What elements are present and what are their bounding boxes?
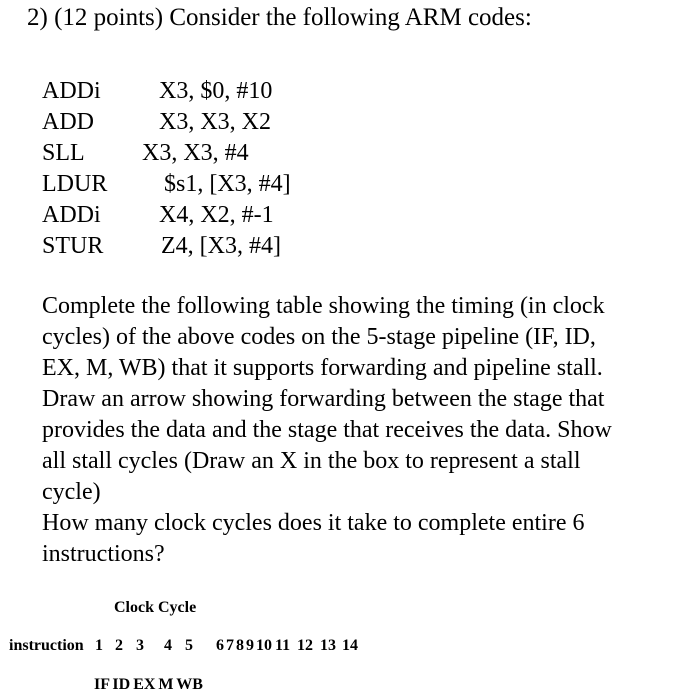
code-opcode: SLL (42, 140, 85, 166)
instructions-line: Complete the following table showing the timing (in clock (42, 293, 605, 319)
instructions-paragraph (42, 291, 672, 570)
code-operands: $s1, [X3, #4] (164, 171, 291, 197)
instructions-line: cycle) (42, 479, 101, 505)
code-operands: Z4, [X3, #4] (161, 233, 281, 259)
pipeline-stages-line: IF ID EX M WB (94, 676, 203, 693)
clock-cycle-label: Clock Cycle (114, 599, 197, 616)
instructions-line: Draw an arrow showing forwarding between the stage that (42, 386, 605, 412)
code-opcode: STUR (42, 233, 104, 259)
cycle-number: 6 (216, 637, 224, 654)
cycle-number: 12 (297, 637, 313, 654)
cycle-number: 10 (256, 637, 272, 654)
cycle-number: 2 (115, 637, 123, 654)
cycle-number: 5 (185, 637, 193, 654)
code-operands: X3, X3, X2 (159, 109, 271, 135)
code-opcode: LDUR (42, 171, 108, 197)
cycle-number: 13 (320, 637, 336, 654)
instructions-line: cycles) of the above codes on the 5-stage pipeline (IF, ID, (42, 324, 596, 350)
cycle-number: 8 (236, 637, 244, 654)
cycle-number: 7 (226, 637, 234, 654)
cycle-number: 9 (246, 637, 254, 654)
instructions-line: provides the data and the stage that receives the data. Show (42, 417, 612, 443)
question-title: 2) (12 points) Consider the following ARM codes: (27, 4, 532, 31)
code-operands: X3, X3, #4 (142, 140, 249, 166)
cycle-number: 14 (342, 637, 358, 654)
code-operands: X4, X2, #-1 (159, 202, 274, 228)
cycle-number: 11 (275, 637, 291, 654)
code-opcode: ADD (42, 109, 94, 135)
cycle-number: 1 (95, 637, 103, 654)
code-opcode: ADDi (42, 202, 101, 228)
code-operands: X3, $0, #10 (159, 78, 273, 104)
code-opcode: ADDi (42, 78, 101, 104)
cycle-number: 3 (136, 637, 144, 654)
instructions-line: instructions? (42, 541, 165, 567)
instructions-line: all stall cycles (Draw an X in the box to represent a stall (42, 448, 581, 474)
instruction-row-header: instruction (9, 637, 84, 654)
cycle-number-row (0, 637, 678, 657)
cycle-number: 4 (164, 637, 172, 654)
instructions-line: How many clock cycles does it take to complete entire 6 (42, 510, 585, 536)
instructions-line: EX, M, WB) that it supports forwarding and pipeline stall. (42, 355, 603, 381)
